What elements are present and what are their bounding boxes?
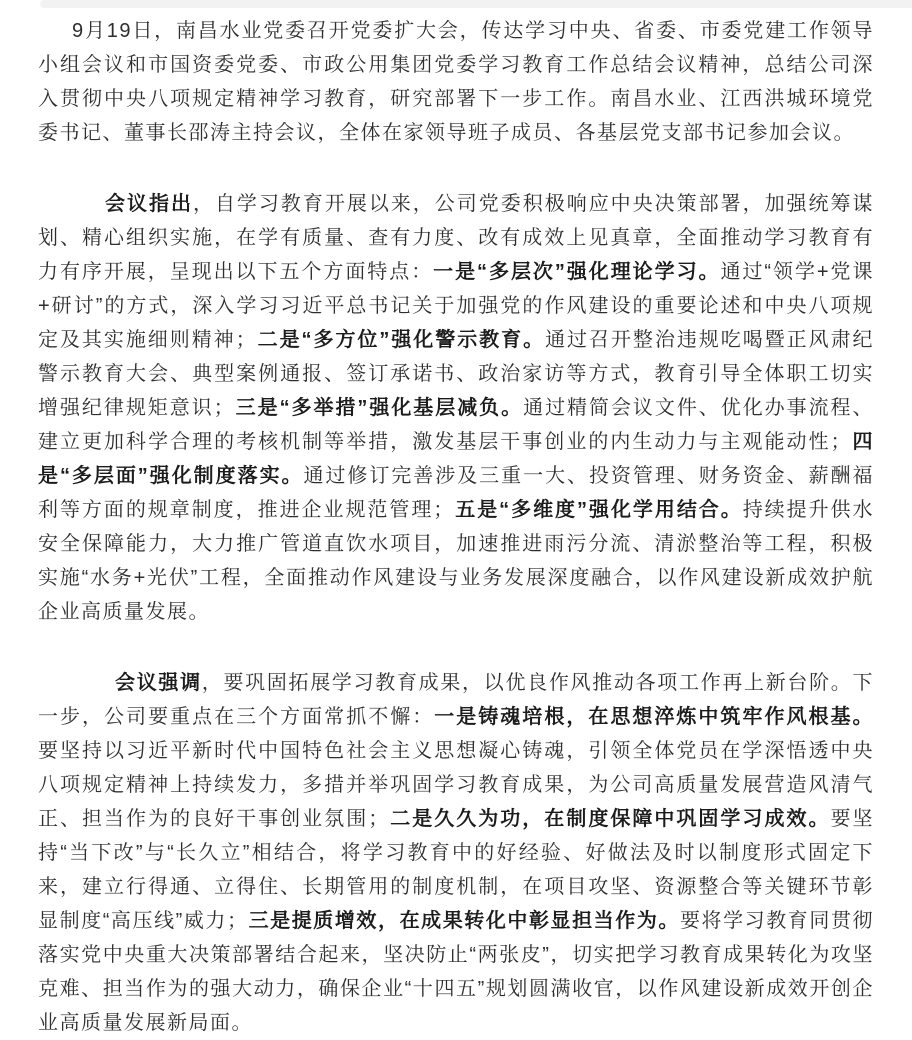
paragraph	[38, 666, 874, 1040]
text-run: 9月19日，南昌水业党委召开党委扩大会，传达学习中央、省委、市委党建工作领导小组会议和市国资委党委、市政公用集团党委学习教育工作总结会议精神，总结公司深入贯彻中央八项规定精神学习教育，研究部署下一步工作。南昌水业、江西洪城环境党委书记、董事长邵涛主持会议，全体在家领导班子成员、各基层党支部书记参加会议。	[38, 20, 874, 144]
text-run: ，自学习教育开展以来，公司党委积极响应中央决策部署，加强统筹谋划、精心组织实施，在学有质量、查有力度、改有成效上见真章，全面推动学习教育有力有序开展，呈现出以下五个方面特点：	[38, 193, 875, 283]
paragraph	[38, 187, 874, 629]
bold-text-run: 四是“多层面”强化制度落实。	[38, 431, 875, 487]
bold-text-run: 三是提质增效，在成果转化中彰显担当作为。	[248, 910, 680, 932]
text-run: 要将学习教育同贯彻落实党中央重大决策部署结合起来，坚决防止“两张皮”，切实把学习教育成果转化为攻坚克难、担当作为的强大动力，确保企业“十四五”规划圆满收官，以作风建设新成效开创企业高质量发展新局面。	[38, 910, 875, 1034]
bold-text-run: 会议指出	[105, 193, 193, 215]
bold-text-run: 五是“多维度”强化学用结合。	[454, 499, 743, 521]
article-body	[38, 14, 874, 1040]
paragraph	[38, 14, 874, 150]
bold-text-run: 一是“多层次”强化理论学习。	[433, 261, 721, 283]
text-run: 要坚持“当下改”与“长久立”相结合，将学习教育中的好经验、好做法及时以制度形式固定下来，建立行得通、立得住、长期管用的制度机制，在项目攻坚、资源整合等关键环节彰显制度“高压线”威力；	[38, 808, 875, 932]
bold-text-run: 会议强调	[115, 672, 202, 694]
text-run: 持续提升供水安全保障能力，大力推广管道直饮水项目，加速推进雨污分流、清淤整治等工程，积极实施“水务+光伏”工程，全面推动作风建设与业务发展深度融合，以作风建设新成效护航企业高质量发展。	[38, 499, 875, 623]
text-run: 通过“领学+党课+研讨”的方式，深入学习习近平总书记关于加强党的作风建设的重要论述和中央八项规定及其实施细则精神；	[38, 261, 875, 351]
bold-text-run: 三是“多举措”强化基层减负。	[235, 397, 524, 419]
text-run: 要坚持以习近平新时代中国特色社会主义思想凝心铸魂，引领全体党员在学深悟透中央八项规定精神上持续发力，多措并举巩固学习教育成果，为公司高质量发展营造风清气正、担当作为的良好干事创业氛围；	[38, 740, 874, 830]
bold-text-run: 二是久久为功，在制度保障中巩固学习成效。	[389, 808, 831, 830]
text-run: ，要巩固拓展学习教育成果，以优良作风推动各项工作再上新台阶。下一步，公司要重点在三个方面常抓不懈：	[38, 672, 875, 728]
text-run: 通过召开整治违规吃喝暨正风肃纪警示教育大会、典型案例通报、签订承诺书、政治家访等方式，教育引导全体职工切实增强纪律规矩意识；	[38, 329, 875, 419]
bold-text-run: 一是铸魂培根，在思想淬炼中筑牢作风根基。	[434, 706, 875, 728]
text-run: 通过修订完善涉及三重一大、投资管理、财务资金、薪酬福利等方面的规章制度，推进企业规范管理；	[38, 465, 875, 521]
text-run: 通过精简会议文件、优化办事流程、建立更加科学合理的考核机制等举措，激发基层干事创业的内生动力与主观能动性；	[38, 397, 875, 453]
bold-text-run: 二是“多方位”强化警示教育。	[257, 329, 546, 351]
top-card-edge	[40, 0, 912, 8]
